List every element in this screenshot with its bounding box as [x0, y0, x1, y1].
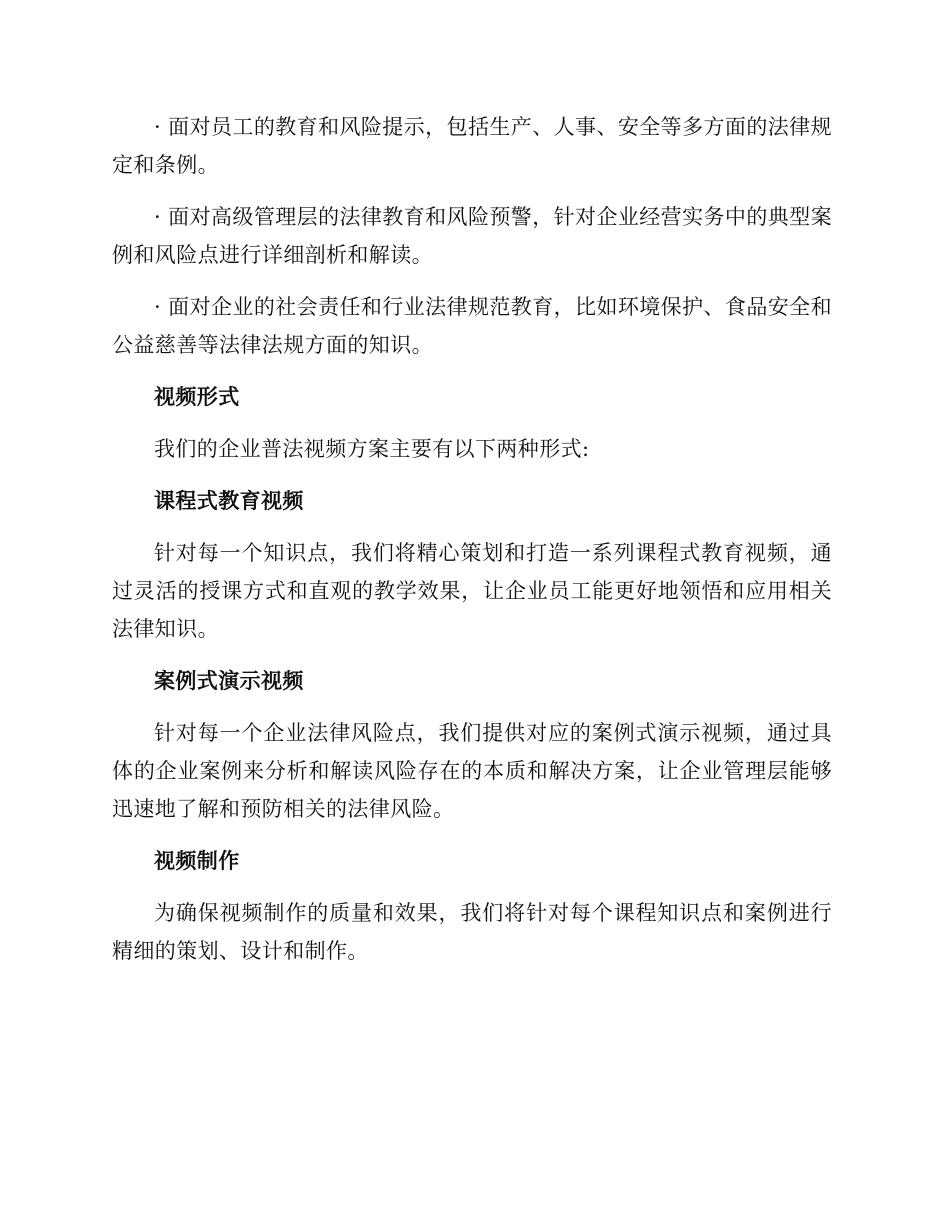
heading-video-production: 视频制作 [154, 849, 240, 873]
document-body [112, 108, 832, 984]
video-form-intro: 我们的企业普法视频方案主要有以下两种形式: [154, 437, 590, 461]
case-video-paragraph: 针对每一个企业法律风险点，我们提供对应的案例式演示视频，通过具体的企业案例来分析和解读风险存在的本质和解决方案，让企业管理层能够迅速地了解和预防相关的法律风险。 [112, 721, 832, 821]
bullet-management-education: · 面对高级管理层的法律教育和风险预警，针对企业经营实务中的典型案例和风险点进行详细剖析和解读。 [112, 205, 832, 267]
bullet-employee-education: · 面对员工的教育和风险提示，包括生产、人事、安全等多方面的法律规定和条例。 [112, 115, 832, 177]
video-production-paragraph: 为确保视频制作的质量和效果，我们将针对每个课程知识点和案例进行精细的策划、设计和制作。 [112, 901, 832, 963]
heading-course-video: 课程式教育视频 [154, 489, 304, 513]
heading-case-video: 案例式演示视频 [154, 669, 304, 693]
bullet-social-responsibility: · 面对企业的社会责任和行业法律规范教育，比如环境保护、食品安全和公益慈善等法律法规方面的知识。 [112, 295, 832, 357]
heading-video-form: 视频形式 [154, 385, 240, 409]
course-video-paragraph: 针对每一个知识点，我们将精心策划和打造一系列课程式教育视频，通过灵活的授课方式和直观的教学效果，让企业员工能更好地领悟和应用相关法律知识。 [112, 541, 832, 641]
